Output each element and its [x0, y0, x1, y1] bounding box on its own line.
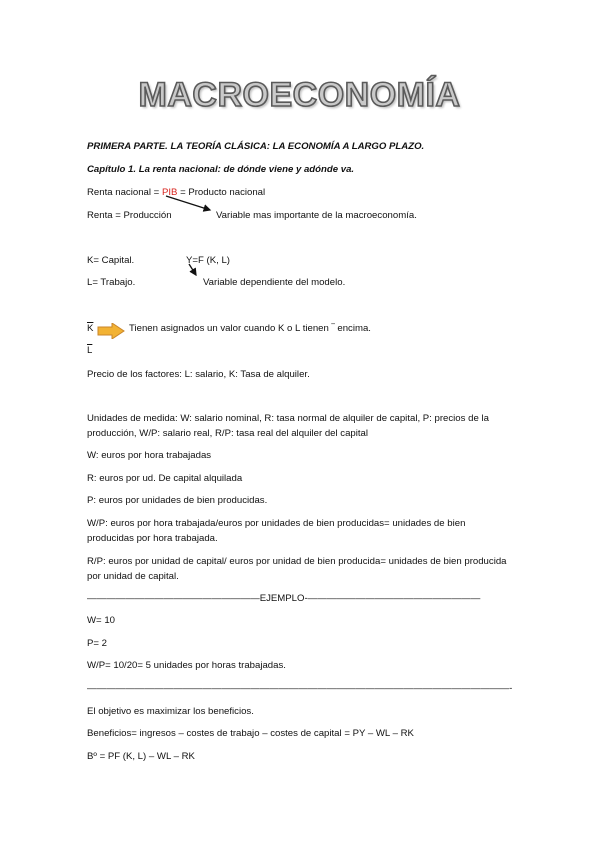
bars-note: Tienen asignados un valor cuando K o L tienen ‾ encima. [129, 323, 371, 334]
unit-p: P: euros por unidades de bien producidas. [87, 495, 268, 506]
renta-suffix: = Producto nacional [177, 187, 266, 198]
example-wp: W/P= 10/20= 5 unidades por horas trabajadas. [87, 660, 286, 671]
pib-term: PIB [161, 187, 178, 198]
chapter-heading: Capítulo 1. La renta nacional: de dónde viene y adónde va. [87, 164, 355, 175]
units-paragraph: Unidades de medida: W: salario nominal, R: tasa normal de alquiler de capital, P: precios de la producción, W/P: salario real, R/P: tasa real del alquiler del capital [87, 413, 489, 439]
labor-def: L= Trabajo. [87, 277, 136, 288]
renta-produccion: Renta = Producción [87, 210, 172, 221]
capital-def: K= Capital. [87, 255, 135, 266]
page-title: MACROECONOMÍA [138, 76, 461, 114]
right-arrow-icon [97, 323, 125, 339]
k-bar: $\overline{K}$ [87, 323, 94, 334]
unit-rp: R/P: euros por unidad de capital/ euros por unidad de bien producida= unidades de bien producida por unidad de capital. [87, 556, 507, 582]
profit-definition: Beneficios= ingresos – costes de trabajo – costes de capital = PY – WL – RK [87, 728, 414, 739]
profit-formula: Bº = PF (K, L) – WL – RK [87, 751, 195, 762]
model-note: Variable dependiente del modelo. [203, 277, 346, 288]
l-bar: $\overline{L}$ [87, 345, 93, 356]
example-w: W= 10 [87, 615, 115, 626]
renta-note: Variable mas importante de la macroeconomía. [216, 210, 417, 221]
production-function: Y=F (K, L) [186, 255, 230, 266]
arrow-icon [166, 196, 210, 210]
end-separator: ————————————————————————————————————————————- [87, 683, 513, 694]
example-p: P= 2 [87, 638, 108, 649]
factor-prices: Precio de los factores: L: salario, K: Tasa de alquiler. [87, 369, 310, 380]
unit-w: W: euros por hora trabajadas [87, 450, 212, 461]
example-separator: ——————————————————EJEMPLO-—————————————————— [87, 593, 481, 604]
unit-r: R: euros por ud. De capital alquilada [87, 473, 243, 484]
renta-prefix: Renta nacional = [87, 187, 162, 198]
unit-wp: W/P: euros por hora trabajada/euros por unidades de bien producidas= unidades de bien producidas por hora trabajada. [87, 518, 466, 544]
part-heading: PRIMERA PARTE. LA TEORÍA CLÁSICA: LA ECONOMÍA A LARGO PLAZO. [87, 141, 425, 152]
objective: El objetivo es maximizar los beneficios. [87, 706, 254, 717]
